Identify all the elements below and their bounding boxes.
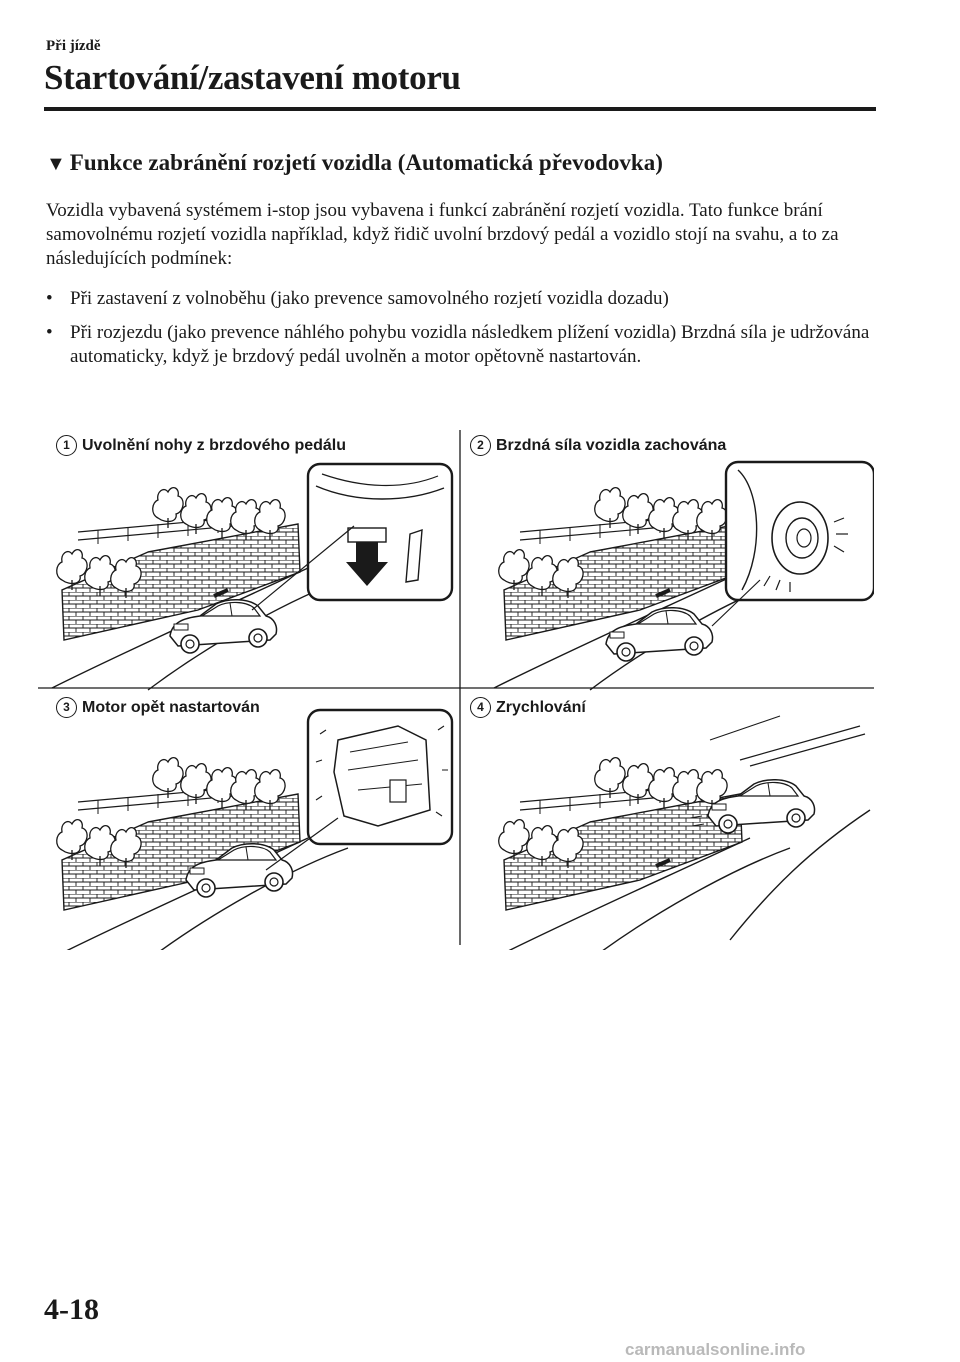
panel-number-badge: 4 xyxy=(470,697,491,718)
panel-label-text: Zrychlování xyxy=(496,698,586,716)
panel-label-text: Motor opět nastartován xyxy=(82,698,260,716)
panel-4-illustration xyxy=(494,716,870,950)
intro-paragraph: Vozidla vybavená systémem i-stop jsou vybavena i funkcí zabránění rozjetí vozidla. Tato funkce brání samovolnému rozjetí vozidla například, když řidič uvolní brzdový pedál a vozidlo stojí na svahu, a to za následujících podmínek: xyxy=(46,200,839,269)
watermark: carmanualsonline.info xyxy=(625,1340,806,1359)
panel-number-badge: 2 xyxy=(470,435,491,456)
panel-label-3 xyxy=(56,697,260,718)
panel-label-4 xyxy=(470,697,586,718)
list-item-text: Při zastavení z volnoběhu (jako prevence samovolného rozjetí vozidla dozadu) xyxy=(70,288,669,309)
triangle-marker-icon: ▼ xyxy=(46,153,66,175)
panel-2-illustration xyxy=(494,462,874,690)
subsection-heading xyxy=(46,150,663,176)
panel-number-badge: 3 xyxy=(56,697,77,718)
panel-1-illustration xyxy=(52,464,452,690)
panel-3-illustration xyxy=(52,710,452,950)
panel-label-text: Uvolnění nohy z brzdového pedálu xyxy=(82,436,347,454)
page-number: 4-18 xyxy=(44,1293,99,1326)
title-divider xyxy=(44,107,876,111)
page-title: Startování/zastavení motoru xyxy=(44,58,461,97)
illustration-figure xyxy=(38,430,874,950)
panel-label-2 xyxy=(470,435,726,456)
section-kicker: Při jízdě xyxy=(46,38,101,54)
bullet-icon: • xyxy=(46,322,53,343)
subsection-title: Funkce zabránění rozjetí vozidla (Automatická převodovka) xyxy=(69,150,663,175)
panel-label-text: Brzdná síla vozidla zachována xyxy=(496,436,727,454)
panel-label-1 xyxy=(56,435,346,456)
list-item-text: Při rozjezdu (jako prevence náhlého pohybu vozidla následkem plížení vozidla) Brzdná síla je udržována automaticky, když je brzdový pedál uvolněn a motor opětovně nastartován. xyxy=(70,322,870,367)
panel-number-badge: 1 xyxy=(56,435,77,456)
list-item xyxy=(46,287,886,311)
list-item xyxy=(46,321,886,369)
bullet-icon: • xyxy=(46,288,53,309)
